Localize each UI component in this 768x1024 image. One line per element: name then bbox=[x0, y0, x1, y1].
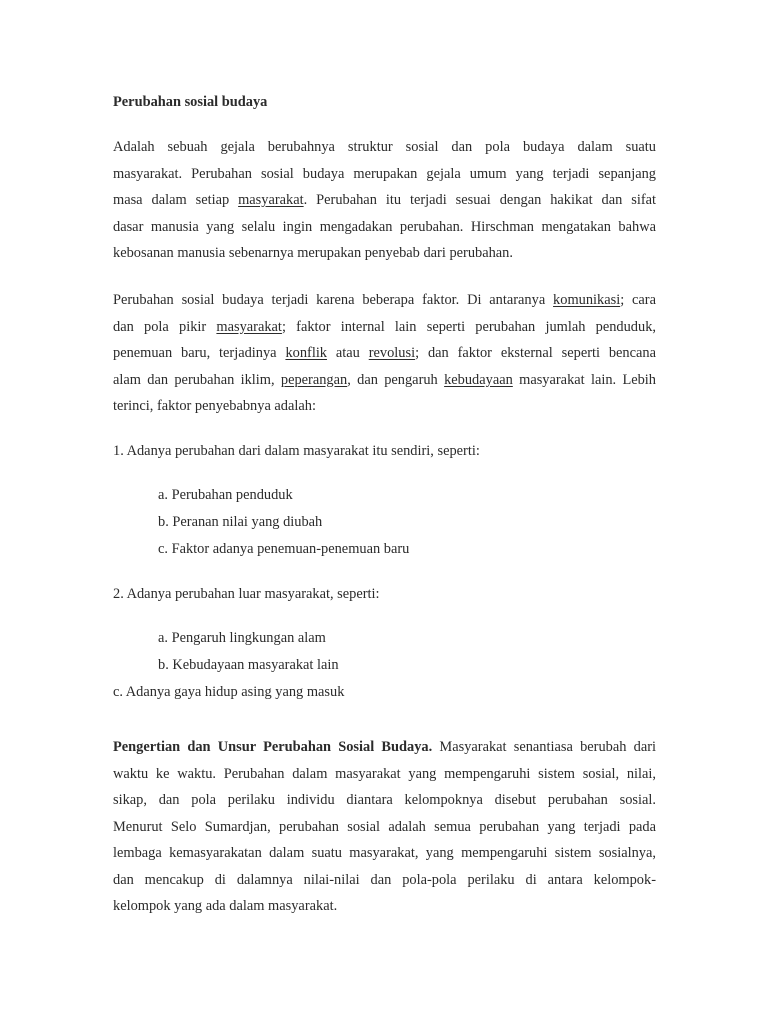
list-item: a. Pengaruh lingkungan alam bbox=[158, 630, 326, 646]
paragraph-definition-elements bbox=[113, 734, 656, 920]
list-item: c. Faktor adanya penemuan-penemuan baru bbox=[158, 541, 410, 557]
link-revolusi[interactable]: revolusi bbox=[368, 345, 416, 361]
text-line: Perubahan sosial budaya terjadi karena beberapa faktor. Di antaranya komunikasi; cara bbox=[113, 292, 656, 308]
text-line: Pengertian dan Unsur Perubahan Sosial Budaya. Masyarakat senantiasa berubah dari bbox=[113, 739, 656, 755]
paragraph-definition bbox=[113, 134, 656, 267]
list-item: a. Perubahan penduduk bbox=[158, 487, 293, 503]
text-line: alam dan perubahan iklim, peperangan, dan pengaruh kebudayaan masyarakat lain. Lebih bbox=[113, 371, 657, 388]
bold-heading: Pengertian dan Unsur Perubahan Sosial Budaya. bbox=[113, 739, 433, 755]
text-line: dasar manusia yang selalu ingin mengadakan perubahan. Hirschman mengatakan bahwa bbox=[113, 218, 656, 235]
list-heading-internal: 1. Adanya perubahan dari dalam masyarakat itu sendiri, seperti: bbox=[113, 443, 480, 459]
text-line: waktu ke waktu. Perubahan dalam masyarakat yang mempengaruhi sistem sosial, nilai, bbox=[113, 765, 656, 782]
text-line: dan mencakup di dalamnya nilai-nilai dan pola-pola perilaku di antara kelompok- bbox=[113, 871, 656, 888]
document-title: Perubahan sosial budaya bbox=[113, 94, 268, 110]
text-line: lembaga kemasyarakatan dalam suatu masyarakat, yang mempengaruhi sistem sosialnya, bbox=[113, 845, 656, 861]
list-item: c. Adanya gaya hidup asing yang masuk bbox=[113, 684, 345, 700]
text-line: masa dalam setiap masyarakat. Perubahan itu terjadi sesuai dengan hakikat dan sifat bbox=[113, 192, 656, 208]
link-masyarakat[interactable]: masyarakat bbox=[216, 318, 282, 335]
link-konflik[interactable]: konflik bbox=[285, 345, 328, 361]
list-item: b. Peranan nilai yang diubah bbox=[158, 514, 323, 530]
text-line: masyarakat. Perubahan sosial budaya merupakan gejala umum yang terjadi sepanjang bbox=[113, 165, 656, 182]
text-line: Adalah sebuah gejala berubahnya struktur sosial dan pola budaya dalam suatu bbox=[113, 139, 656, 155]
paragraph-factors bbox=[113, 287, 656, 420]
text-line: dan pola pikir masyarakat; faktor internal lain seperti perubahan jumlah penduduk, bbox=[113, 318, 656, 335]
link-komunikasi[interactable]: komunikasi bbox=[553, 292, 621, 308]
text-line: kebosanan manusia sebenarnya merupakan penyebab dari perubahan. bbox=[113, 245, 513, 261]
text-line: kelompok yang ada dalam masyarakat. bbox=[113, 898, 338, 914]
link-kebudayaan[interactable]: kebudayaan bbox=[444, 371, 513, 388]
text-line: terinci, faktor penyebabnya adalah: bbox=[113, 398, 316, 414]
list-item: b. Kebudayaan masyarakat lain bbox=[158, 657, 339, 673]
link-peperangan[interactable]: peperangan bbox=[280, 371, 348, 388]
text-line: penemuan baru, terjadinya konflik atau revolusi; dan faktor eksternal seperti bencana bbox=[113, 345, 656, 361]
text-line: sikap, dan pola perilaku individu diantara kelompoknya disebut perubahan sosial. bbox=[113, 792, 656, 808]
list-heading-external: 2. Adanya perubahan luar masyarakat, seperti: bbox=[113, 586, 380, 602]
text-line: Menurut Selo Sumardjan, perubahan sosial adalah semua perubahan yang terjadi pada bbox=[113, 818, 656, 835]
link-masyarakat[interactable]: masyarakat bbox=[238, 192, 304, 208]
